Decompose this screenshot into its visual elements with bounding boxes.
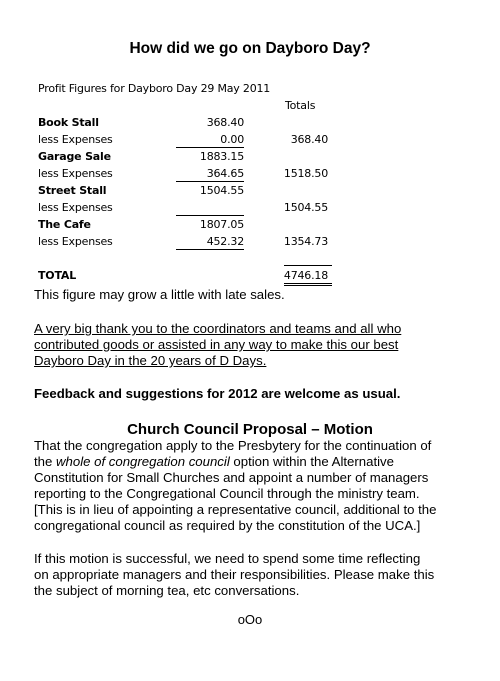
motion-line-4: reporting to the Congregational Council through the ministry team. (34, 486, 420, 501)
row-label-book-stall: Book Stall (38, 116, 99, 129)
total-double-rule-bottom (284, 285, 332, 286)
row-amount-garage-sale: 1883.15 (199, 150, 244, 163)
row-amount-garage-sale-expenses: 364.65 (206, 167, 244, 180)
motion-line-3: Constitution for Small Churches and appoint a number of managers (34, 470, 429, 485)
page-title: How did we go on Dayboro Day? (129, 40, 371, 57)
row-amount-street-stall: 1504.55 (199, 184, 244, 197)
grand-total: 4746.18 (283, 269, 328, 282)
row-total-the-cafe: 1354.73 (283, 235, 328, 248)
subtotal-underline (176, 147, 244, 148)
total-top-rule (284, 265, 332, 266)
thanks-line-1: A very big thank you to the coordinators and teams and all who (34, 321, 402, 336)
motion-line-2-post: option within the Alternative (229, 454, 394, 469)
row-label-street-stall-expenses: less Expenses (38, 201, 113, 214)
motion-line-2 (34, 454, 394, 470)
row-amount-the-cafe-expenses: 452.32 (206, 235, 244, 248)
row-total-street-stall: 1504.55 (283, 201, 328, 214)
row-label-garage-sale-expenses: less Expenses (38, 167, 113, 180)
motion-line-1: That the congregation apply to the Presbytery for the continuation of (34, 438, 432, 453)
motion-line-2-pre: the (34, 454, 56, 469)
followup-line-2: on appropriate managers and their responsibilities. Please make this (34, 567, 435, 582)
row-label-street-stall: Street Stall (38, 184, 107, 197)
total-label: TOTAL (38, 269, 77, 282)
row-label-book-stall-expenses: less Expenses (38, 133, 113, 146)
followup-line-1: If this motion is successful, we need to spend some time reflecting (34, 551, 421, 566)
subtotal-underline (176, 249, 244, 250)
motion-line-6: congregational council as required by the constitution of the UCA.] (34, 518, 421, 533)
row-label-garage-sale: Garage Sale (38, 150, 111, 163)
row-label-the-cafe: The Cafe (38, 218, 91, 231)
totals-header: Totals (285, 99, 316, 112)
row-amount-book-stall: 368.40 (206, 116, 244, 129)
row-amount-book-stall-expenses: 0.00 (220, 133, 244, 146)
thanks-line-3: Dayboro Day in the 20 years of D Days. (34, 353, 267, 368)
subtotal-underline (176, 181, 244, 182)
row-label-the-cafe-expenses: less Expenses (38, 235, 113, 248)
motion-line-2-italic: whole of congregation council (56, 454, 230, 469)
row-total-book-stall: 368.40 (290, 133, 328, 146)
late-sales-note: This figure may grow a little with late sales. (34, 287, 285, 302)
profit-subtitle: Profit Figures for Dayboro Day 29 May 2011 (38, 82, 271, 95)
subtotal-underline (176, 215, 244, 216)
motion-line-5: [This is in lieu of appointing a representative council, additional to the (34, 502, 437, 517)
row-amount-the-cafe: 1807.05 (199, 218, 244, 231)
total-double-rule-top (284, 283, 332, 284)
row-total-garage-sale: 1518.50 (283, 167, 328, 180)
feedback-note: Feedback and suggestions for 2012 are welcome as usual. (34, 386, 401, 401)
end-mark: oOo (237, 612, 263, 627)
thanks-line-2: contributed goods or assisted in any way to make this our best (34, 337, 399, 352)
followup-line-3: the subject of morning tea, etc conversations. (34, 583, 300, 598)
proposal-heading: Church Council Proposal – Motion (127, 421, 373, 438)
